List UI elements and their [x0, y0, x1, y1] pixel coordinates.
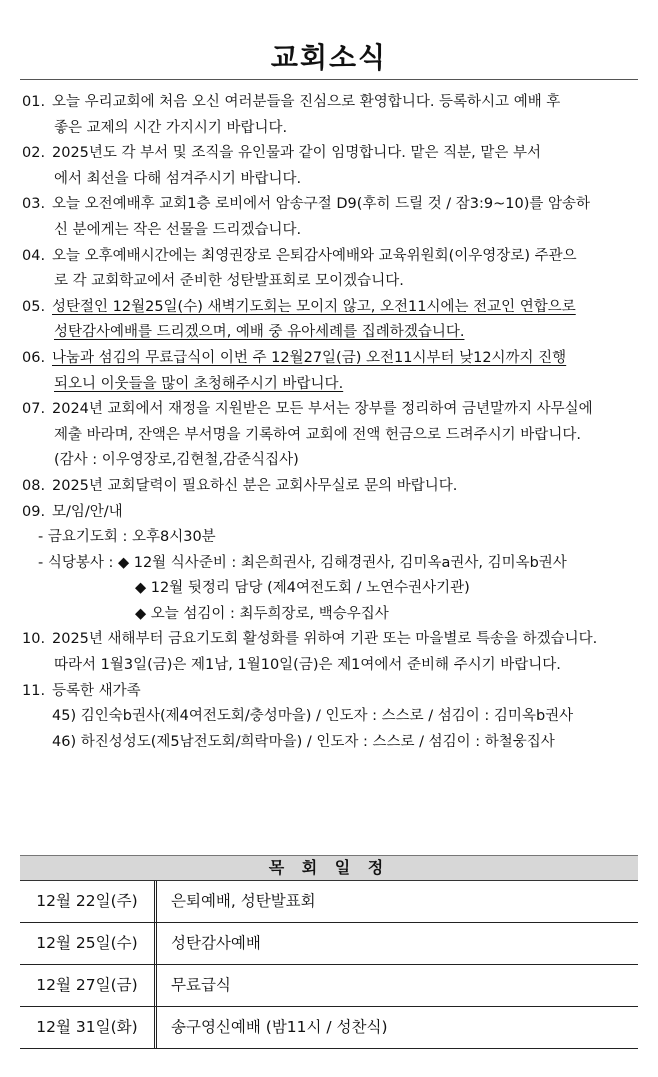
schedule-date: 12월 25일(수) [20, 923, 157, 964]
news-item-number: 08. [22, 477, 46, 494]
registration-entry: 46) 하진성성도(제5남전도회/희락마을) / 인도자 : 스스로 / 섬김이 : 하철웅집사 [52, 733, 555, 750]
news-item-line [22, 448, 636, 474]
news-item-line [22, 474, 636, 500]
news-item-line [22, 116, 636, 142]
news-item-text: 오늘 오전예배후 교회1층 로비에서 암송구절 D9(후히 드릴 것 / 잠3:9~10)를 암송하 [52, 196, 591, 213]
news-item-text: 등록한 새가족 [52, 682, 141, 699]
news-item-number: 02. [22, 145, 46, 162]
schedule-header: 목 회 일 정 [20, 855, 638, 881]
news-item-line [22, 627, 636, 653]
schedule-event: 무료급식 [171, 976, 231, 994]
schedule-row [20, 923, 638, 965]
news-item-text: 에서 최선을 다해 섬겨주시기 바랍니다. [54, 170, 302, 187]
news-item-text: 오늘 우리교회에 처음 오신 여러분들을 진심으로 환영합니다. 등록하시고 예배 후 [52, 94, 561, 110]
news-item-number: 11. [22, 682, 46, 699]
news-item-text: (감사 : 이우영장로,김현철,감준식집사) [54, 452, 299, 469]
news-item [22, 90, 636, 141]
news-item-number: 06. [22, 349, 46, 366]
news-item-number: 05. [22, 298, 46, 315]
schedule-event: 송구영신예배 (밤11시 / 성찬식) [171, 1018, 388, 1036]
news-item-line [22, 500, 636, 526]
news-item-line [22, 397, 636, 423]
news-item-line [22, 423, 636, 449]
news-item-line [22, 141, 636, 167]
schedule-row [20, 881, 638, 923]
news-item-text: 성탄절인 12월25일(수) 새벽기도회는 모이지 않고, 오전11시에는 전교인 연합으로 [52, 298, 576, 315]
news-item-line [22, 167, 636, 193]
news-item-text: 나눔과 섬김의 무료급식이 이번 주 12월27일(금) 오전11시부터 낮12시까지 진행 [52, 349, 567, 366]
news-item-line [22, 269, 636, 295]
news-item [22, 627, 636, 678]
schedule-row [20, 1007, 638, 1049]
news-item-line [22, 320, 636, 346]
news-items-group [22, 90, 636, 525]
news-item-text: 로 각 교회학교에서 준비한 성탄발표회로 모이겠습니다. [54, 273, 404, 290]
news-item [22, 679, 636, 705]
news-item-number: 01. [22, 94, 46, 110]
schedule-row [20, 965, 638, 1007]
schedule-table [20, 855, 638, 1049]
news-item-text: 모/임/안/내 [52, 503, 123, 520]
news-item-text: 좋은 교제의 시간 가지시기 바랍니다. [54, 119, 288, 136]
news-item-text: 오늘 오후예배시간에는 최영권장로 은퇴감사예배와 교육위원회(이우영장로) 주관으 [52, 247, 577, 264]
news-list [22, 90, 636, 755]
news-item-text: 따라서 1월3일(금)은 제1남, 1월10일(금)은 제1여에서 준비해 주시기 바랍니다. [54, 657, 561, 674]
news-item-text: 2024년 교회에서 재정을 지원받은 모든 부서는 장부를 정리하여 금년말까지 사무실에 [52, 401, 593, 418]
news-item-text: 신 분에게는 작은 선물을 드리겠습니다. [54, 221, 302, 238]
news-item-text: 2025년 교회달력이 필요하신 분은 교회사무실로 문의 바랍니다. [52, 477, 458, 494]
news-item-text: 2025년 새해부터 금요기도회 활성화를 위하여 기관 또는 마을별로 특송을 하겠습니다. [52, 631, 598, 648]
news-item-line [22, 90, 636, 116]
meeting-service-label: - 식당봉사 : ◆ 12월 식사준비 : 최은희권사, 김해경권사, 김미옥a권사, 김미옥b권사 [38, 554, 567, 571]
news-item-text: 성탄감사예배를 드리겠으며, 예배 중 유아세례를 집례하겠습니다. [54, 324, 465, 341]
news-item-line [22, 679, 636, 705]
news-item-number: 09. [22, 503, 46, 520]
news-item [22, 141, 636, 192]
meeting-service-line: ◆ 12월 뒷정리 담당 (제4여전도회 / 노연수권사기관) [135, 580, 470, 597]
news-item-number: 04. [22, 247, 46, 264]
schedule-event: 은퇴예배, 성탄발표회 [171, 892, 316, 910]
news-item [22, 346, 636, 397]
meeting-prayer: - 금요기도회 : 오후8시30분 [38, 529, 216, 546]
news-item-line [22, 295, 636, 321]
news-item [22, 500, 636, 526]
title-divider [20, 79, 638, 80]
news-item-line [22, 653, 636, 679]
news-item-text: 제출 바라며, 잔액은 부서명을 기록하여 교회에 전액 헌금으로 드려주시기 바랍니다. [54, 426, 581, 443]
news-item-number: 03. [22, 196, 46, 213]
news-item [22, 474, 636, 500]
news-item-line [22, 192, 636, 218]
news-item [22, 295, 636, 346]
page-title: 교회소식 [270, 41, 388, 74]
schedule-date: 12월 31일(화) [20, 1007, 157, 1048]
news-item-number: 10. [22, 631, 46, 648]
news-item-text: 2025년도 각 부서 및 조직을 유인물과 같이 임명합니다. 맡은 직분, 맡은 부서 [52, 145, 542, 162]
schedule-event: 성탄감사예배 [171, 934, 261, 952]
meeting-service-line: ◆ 오늘 섬김이 : 최두희장로, 백승우집사 [135, 605, 389, 622]
news-item [22, 192, 636, 243]
news-item-line [22, 372, 636, 398]
news-item [22, 244, 636, 295]
news-item-text: 되오니 이웃들을 많이 초청해주시기 바랍니다. [54, 375, 344, 392]
news-item-line [22, 218, 636, 244]
news-item-number: 07. [22, 401, 46, 418]
news-item [22, 397, 636, 474]
registration-entry: 45) 김인숙b권사(제4여전도회/충성마을) / 인도자 : 스스로 / 섬김이 : 김미옥b권사 [52, 708, 574, 725]
schedule-date: 12월 27일(금) [20, 965, 157, 1006]
news-items-group [22, 627, 636, 704]
schedule-date: 12월 22일(주) [20, 881, 157, 922]
news-item-line [22, 244, 636, 270]
news-item-line [22, 346, 636, 372]
